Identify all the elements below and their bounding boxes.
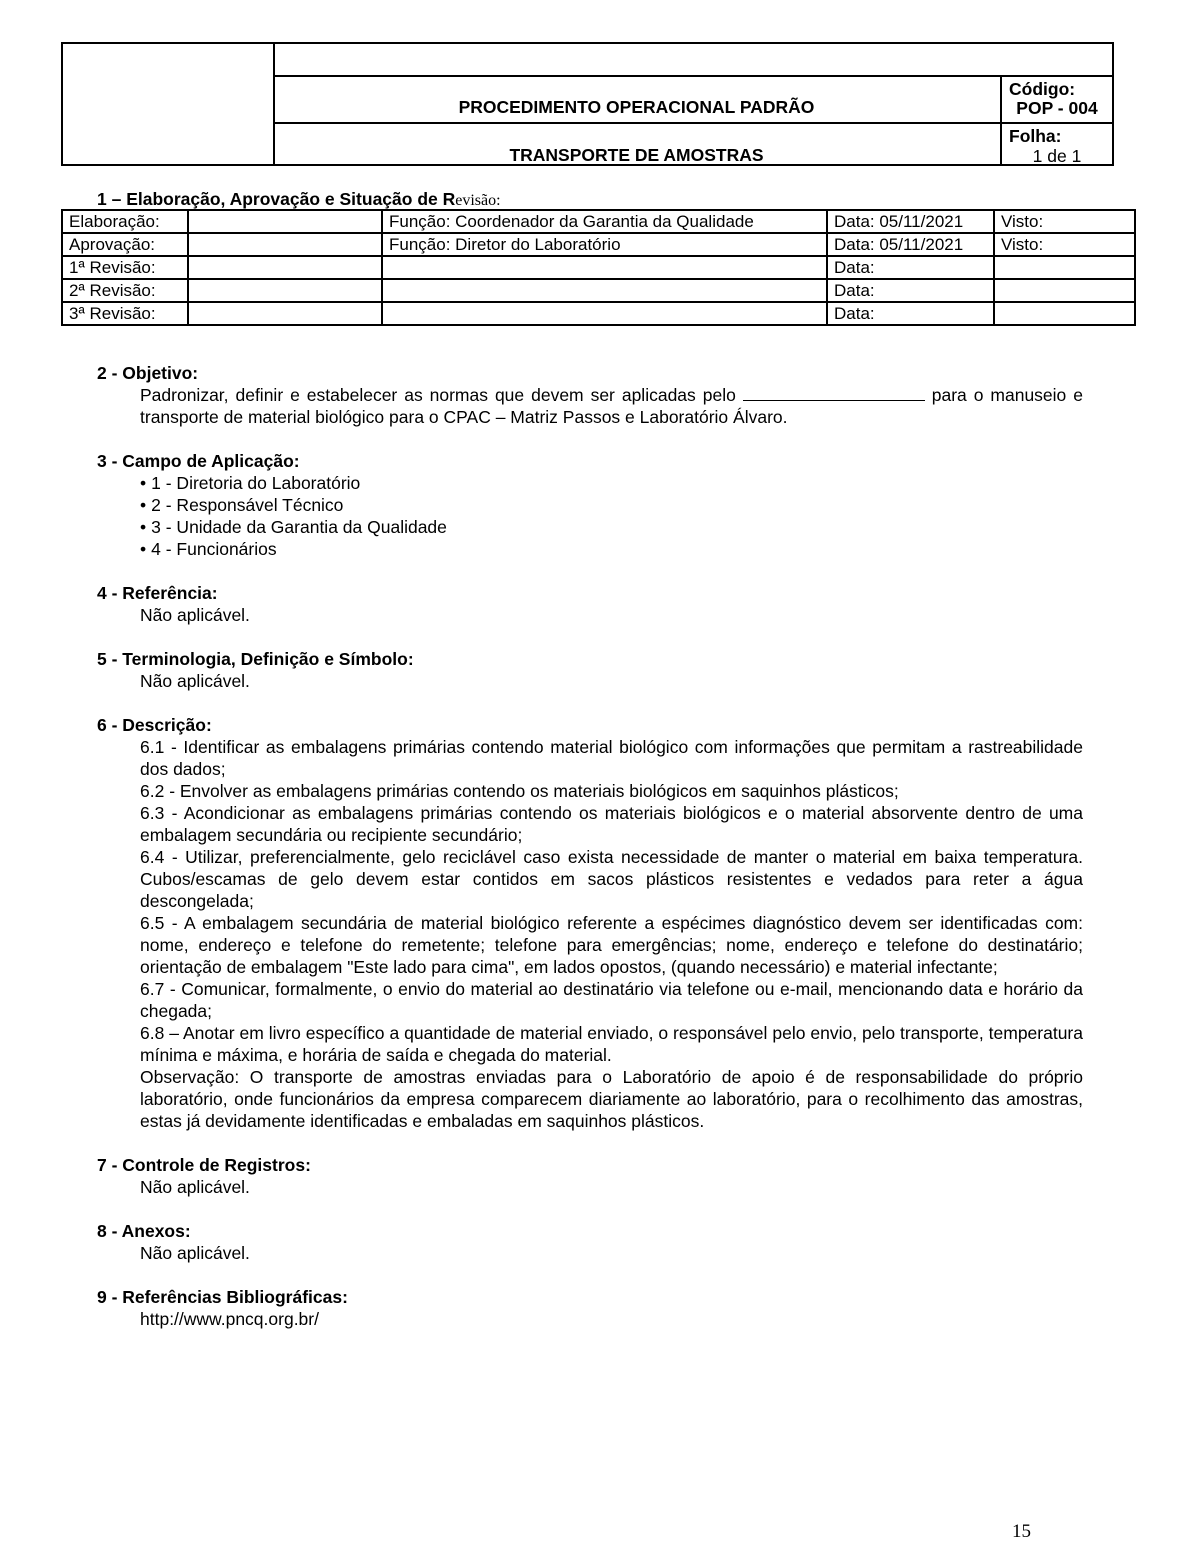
row-label: Elaboração: (62, 210, 188, 233)
doc-subtitle: TRANSPORTE DE AMOSTRAS (509, 145, 764, 165)
reference-url: http://www.pncq.org.br/ (140, 1309, 319, 1329)
description-item: 6.2 - Envolver as embalagens primárias contendo os materiais biológicos em saquinhos plásticos; (140, 781, 899, 801)
section4-text: Não aplicável. (140, 605, 250, 625)
section7-text: Não aplicável. (140, 1177, 250, 1197)
description-item: 6.4 - Utilizar, preferencialmente, gelo reciclável caso exista necessidade de manter o material em baixa temperatura. Cubos/escamas de gelo devem estar contidos em sacos plásticos resistentes e vedados para reter a água descongelada; (140, 847, 1083, 911)
list-item: • 3 - Unidade da Garantia da Qualidade (140, 516, 1083, 538)
section3-title: 3 - Campo de Aplicação: (97, 451, 300, 471)
row-label: 2ª Revisão: (62, 279, 188, 302)
section6-title: 6 - Descrição: (97, 715, 212, 735)
row-name (188, 210, 382, 233)
row-data: Data: 05/11/2021 (827, 210, 994, 233)
section1-title: 1 – Elaboração, Aprovação e Situação de Revisão: (97, 189, 501, 209)
row-data: Data: (827, 256, 994, 279)
page-number: 15 (1012, 1521, 1031, 1542)
revision-table (61, 209, 1136, 326)
description-item: 6.3 - Acondicionar as embalagens primárias contendo os materiais biológicos e o material absorvente dentro de uma embalagem secundária ou recipiente secundário; (140, 803, 1083, 845)
row-visto: Visto: (994, 233, 1135, 256)
codigo-value: POP - 004 (1016, 98, 1098, 118)
list-item: • 4 - Funcionários (140, 538, 1083, 560)
observation-text: Observação: O transporte de amostras enviadas para o Laboratório de apoio é de responsabilidade do próprio laboratório, onde funcionários da empresa comparecem diariamente ao laboratório, para o recolhimento das amostras, estas já devidamente identificadas e embaladas em saquinhos plásticos. (140, 1067, 1083, 1131)
list-item: • 1 - Diretoria do Laboratório (140, 472, 1083, 494)
section9-title: 9 - Referências Bibliográficas: (97, 1287, 348, 1307)
description-item: 6.1 - Identificar as embalagens primárias contendo material biológico com informações que permitam a rastreabilidade dos dados; (140, 737, 1083, 779)
row-visto: Visto: (994, 210, 1135, 233)
document-body (97, 362, 1083, 1330)
row-label: 3ª Revisão: (62, 302, 188, 325)
folha-label: Folha: (1009, 126, 1062, 146)
row-data: Data: (827, 279, 994, 302)
codigo-label: Código: (1009, 79, 1076, 99)
section5-text: Não aplicável. (140, 671, 250, 691)
doc-title: PROCEDIMENTO OPERACIONAL PADRÃO (458, 97, 815, 117)
row-visto (994, 279, 1135, 302)
folha-value: 1 de 1 (1032, 146, 1082, 166)
row-label: 1ª Revisão: (62, 256, 188, 279)
row-visto (994, 302, 1135, 325)
row-funcao (382, 302, 827, 325)
description-item: 6.5 - A embalagem secundária de material biológico referente a espécimes diagnóstico devem ser identificadas com: nome, endereço e telefone do remetente; telefone para emergências; nome, endereço e telefone do destinatário; orientação de embalagem "Este lado para cima", em lados opostos, (quando necessário) e material infectante; (140, 913, 1083, 977)
description-item: 6.8 – Anotar em livro específico a quantidade de material enviado, o responsável pelo envio, pelo transporte, temperatura mínima e máxima, e horária de saída e chegada do material. (140, 1023, 1083, 1065)
table-row (62, 302, 1135, 325)
header-top-bar (273, 44, 1112, 77)
row-name (188, 302, 382, 325)
row-label: Aprovação: (62, 233, 188, 256)
row-name (188, 233, 382, 256)
section5-title: 5 - Terminologia, Definição e Símbolo: (97, 649, 414, 669)
description-item: 6.7 - Comunicar, formalmente, o envio do material ao destinatário via telefone ou e-mail, mencionando data e horário da chegada; (140, 979, 1083, 1021)
table-row (62, 256, 1135, 279)
header-row-sheet (273, 124, 1112, 164)
row-data: Data: (827, 302, 994, 325)
row-funcao: Função: Coordenador da Garantia da Qualidade (382, 210, 827, 233)
section7-title: 7 - Controle de Registros: (97, 1155, 311, 1175)
section8-text: Não aplicável. (140, 1243, 250, 1263)
fill-in-blank (743, 386, 925, 401)
row-funcao: Função: Diretor do Laboratório (382, 233, 827, 256)
application-list (140, 472, 1083, 560)
row-data: Data: 05/11/2021 (827, 233, 994, 256)
row-name (188, 279, 382, 302)
section2-title: 2 - Objetivo: (97, 363, 199, 383)
section8-title: 8 - Anexos: (97, 1221, 191, 1241)
section2-text: Padronizar, definir e estabelecer as normas que devem ser aplicadas pelo para o manuseio e transporte de material biológico para o CPAC – Matriz Passos e Laboratório Álvaro. (140, 385, 1083, 427)
document-header (61, 42, 1114, 166)
section4-title: 4 - Referência: (97, 583, 218, 603)
row-funcao (382, 279, 827, 302)
logo-area (63, 44, 275, 164)
table-row (62, 210, 1135, 233)
table-row (62, 279, 1135, 302)
list-item: • 2 - Responsável Técnico (140, 494, 1083, 516)
table-row (62, 233, 1135, 256)
row-funcao (382, 256, 827, 279)
row-visto (994, 256, 1135, 279)
header-row-code (273, 77, 1112, 124)
row-name (188, 256, 382, 279)
